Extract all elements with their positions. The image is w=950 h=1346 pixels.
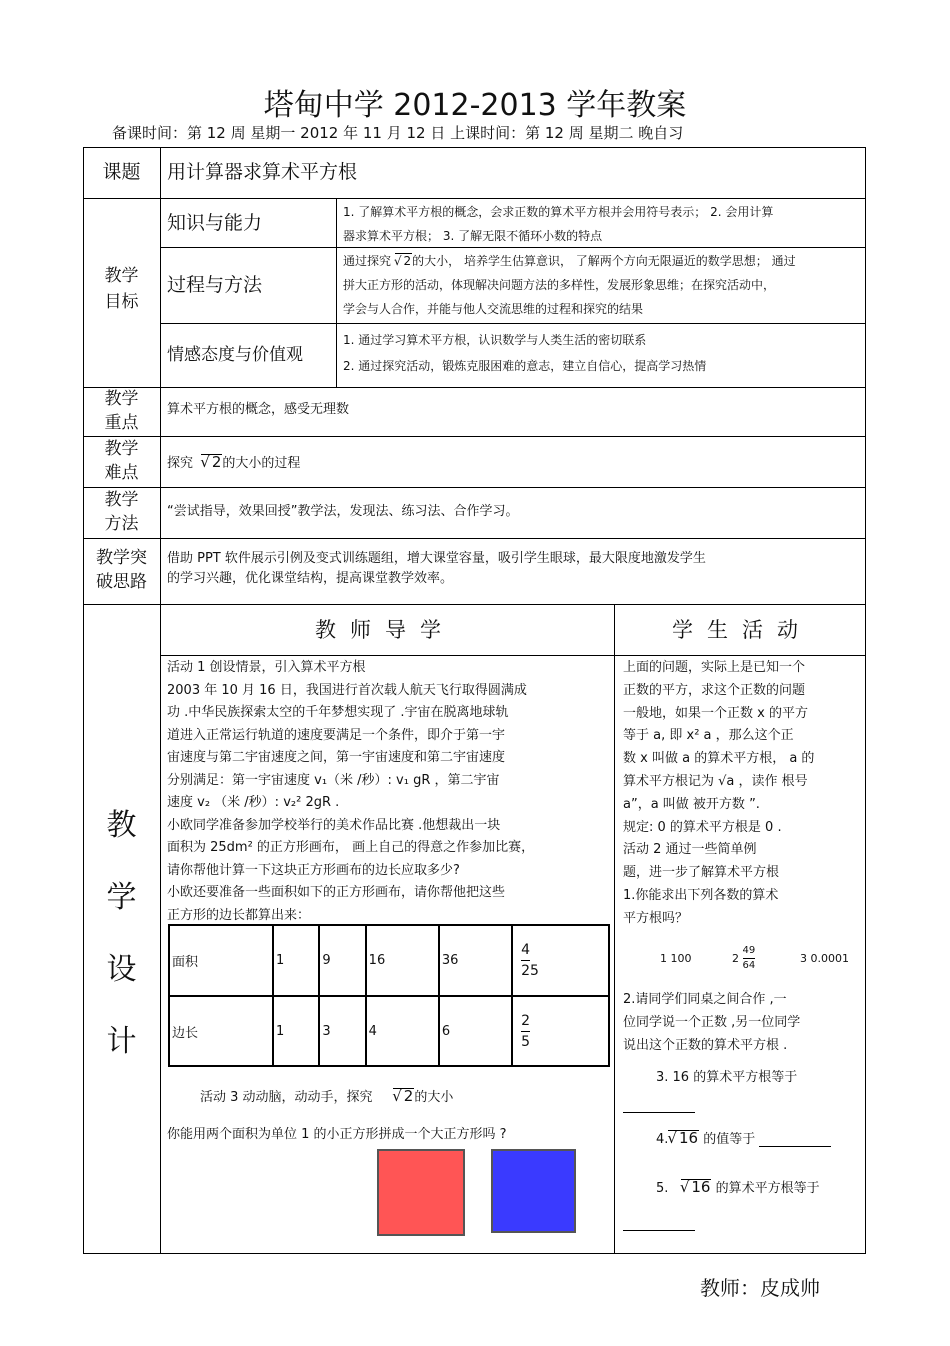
topic-value: 用计算器求算术平方根	[167, 161, 358, 183]
knowledge-label: 知识与能力	[167, 212, 263, 234]
table-cell-fraction: 4 25	[512, 925, 609, 996]
sqrt-symbol: √ 16	[668, 1130, 699, 1146]
question-4: 4.√ 16 的值等于	[656, 1128, 831, 1147]
table-cell: 36	[439, 925, 512, 996]
answer-blank-3[interactable]	[623, 1098, 695, 1113]
breakthrough-label: 教学突 破思路	[96, 548, 147, 592]
table-cell: 1	[273, 996, 319, 1066]
design-label: 教 学 设 计	[106, 808, 137, 1059]
student-text: 上面的问题，实际上是已知一个 正数的平方，求这个正数的问题 一般地，如果一个正数 x 的平方 等于 a, 即 x² a ，那么这个正 数 x 叫做 a 的算术平方根， a 的 算术平方根记为 √a ，读作 根号 a”，a 叫做 被开方数 ”. 规定: 0 的算术平方根是 0 . 活动 2 通过一些简单例 题，进一步了解算术平方根 1.你能求出下列各数的算术 平方根吗？	[623, 660, 815, 926]
teacher-header: 教师导学	[315, 618, 455, 642]
sqrt-symbol: √ 2	[393, 1088, 414, 1104]
answer-blank-4[interactable]	[759, 1134, 831, 1147]
student-header: 学生活动	[672, 618, 812, 642]
blue-square	[491, 1149, 576, 1233]
answer-blank-5[interactable]	[623, 1216, 695, 1231]
activity3-question: 你能用两个面积为单位 1 的小正方形拼成一个大正方形吗 ?	[167, 1127, 507, 1142]
breakthrough-value: 借助 PPT 软件展示引例及变式训练题组，增大课堂容量，吸引学生眼球，最大限度地激发学生 的学习兴趣，优化课堂结构，提高课堂教学效率。	[167, 551, 706, 586]
question-5: 5. √ 16 的算术平方根等于	[656, 1177, 820, 1196]
table-cell: 16	[366, 925, 439, 996]
sqrt-symbol: √ 2	[201, 454, 222, 470]
key-value: 算术平方根的概念，感受无理数	[167, 402, 350, 417]
table-row-label: 边长	[169, 996, 273, 1066]
exercise-2: 2 $\frac{49}{64}$	[732, 945, 756, 971]
teacher-signature: 教师：皮成帅	[700, 1276, 820, 1300]
knowledge-text: 1. 了解算术平方根的概念，会求正数的算术平方根并会用符号表示； 2. 会用计算 器求算术平方根； 3. 了解无限不循环小数的特点	[343, 205, 774, 243]
area-table	[168, 924, 610, 1067]
key-label: 教学 重点	[104, 389, 139, 433]
exercise-1: 1 100	[660, 952, 692, 965]
teacher-text: 活动 1 创设情景，引入算术平方根 2003 年 10 月 16 日，我国进行首次载人航天飞行取得圆满成 功 .中华民族探索太空的千年梦想实现了 .宇宙在脱离地球轨 道进入正常运行轨道的速度要满足一个条件，即介于第一宇 宙速度与第二宇宙速度之间，第一宇宙速度和第二宇宙速度 分别满足：第一宇宙速度 v₁（米 /秒）: v₁ gR ，第二宇宙 速度 v₂ （米 /秒）: v₂² 2gR . 小欧同学准备参加学校举行的美术作品比赛 .他想裁出一块 面积为 25dm² 的正方形画布， 画上自己的得意之作参加比赛， 请你帮他计算一下这块正方形画布的边长应取多少? 小欧还要准备一些面积如下的正方形画布，请你帮他把这些 正方形的边长都算出来：	[167, 660, 535, 923]
table-cell-fraction: 2 5	[512, 996, 609, 1066]
exercise-3: 3 0.0001	[800, 952, 849, 965]
student-more: 2.请同学们同桌之间合作 ,一 位同学说一个正数 ,另一位同学 说出这个正数的算术平方根 .	[623, 992, 801, 1053]
question-3: 3. 16 的算术平方根等于	[656, 1070, 798, 1085]
process-label: 过程与方法	[167, 274, 263, 296]
table-cell: 6	[439, 996, 512, 1066]
difficulty-label: 教学 难点	[104, 439, 139, 483]
method-label: 教学 方法	[104, 490, 139, 534]
table-cell: 9	[319, 925, 365, 996]
page-title: 塔甸中学 2012-2013 学年教案	[263, 88, 687, 123]
table-cell: 1	[273, 925, 319, 996]
goal-label: 教学 目标	[104, 266, 139, 312]
emotion-label: 情感态度与价值观	[167, 345, 303, 365]
red-square	[377, 1149, 465, 1236]
table-row-label: 面积	[169, 925, 273, 996]
sqrt-symbol: √ 16	[681, 1179, 712, 1195]
process-text: 通过探究 √ 2的大小， 培养学生估算意识， 了解两个方向无限逼近的数学思想； 通过 拼大正方形的活动，体现解决问题方法的多样性，发展形象思维；在探究活动中， 学会与人合作，并能与他人交流思维的过程和探究的结果	[343, 249, 796, 321]
activity3: 活动 3 动动脑，动动手，探究 √ 2的大小	[200, 1086, 453, 1105]
table-cell: 4	[366, 996, 439, 1066]
method-value: “尝试指导，效果回授”教学法，发现法、练习法、合作学习。	[167, 504, 519, 519]
sqrt-symbol: √ 2	[395, 253, 412, 269]
emotion-text: 1. 通过学习算术平方根，认识数学与人类生活的密切联系 2. 通过探究活动，锻炼克服困难的意志，建立自信心，提高学习热情	[343, 333, 707, 373]
difficulty-value: 探究 √ 2的大小的过程	[167, 452, 300, 476]
table-cell: 3	[319, 996, 365, 1066]
schedule-line: 备课时间：第 12 周 星期一 2012 年 11 月 12 日 上课时间：第 12 周 星期二 晚自习	[112, 124, 684, 142]
topic-label: 课题	[102, 161, 141, 183]
